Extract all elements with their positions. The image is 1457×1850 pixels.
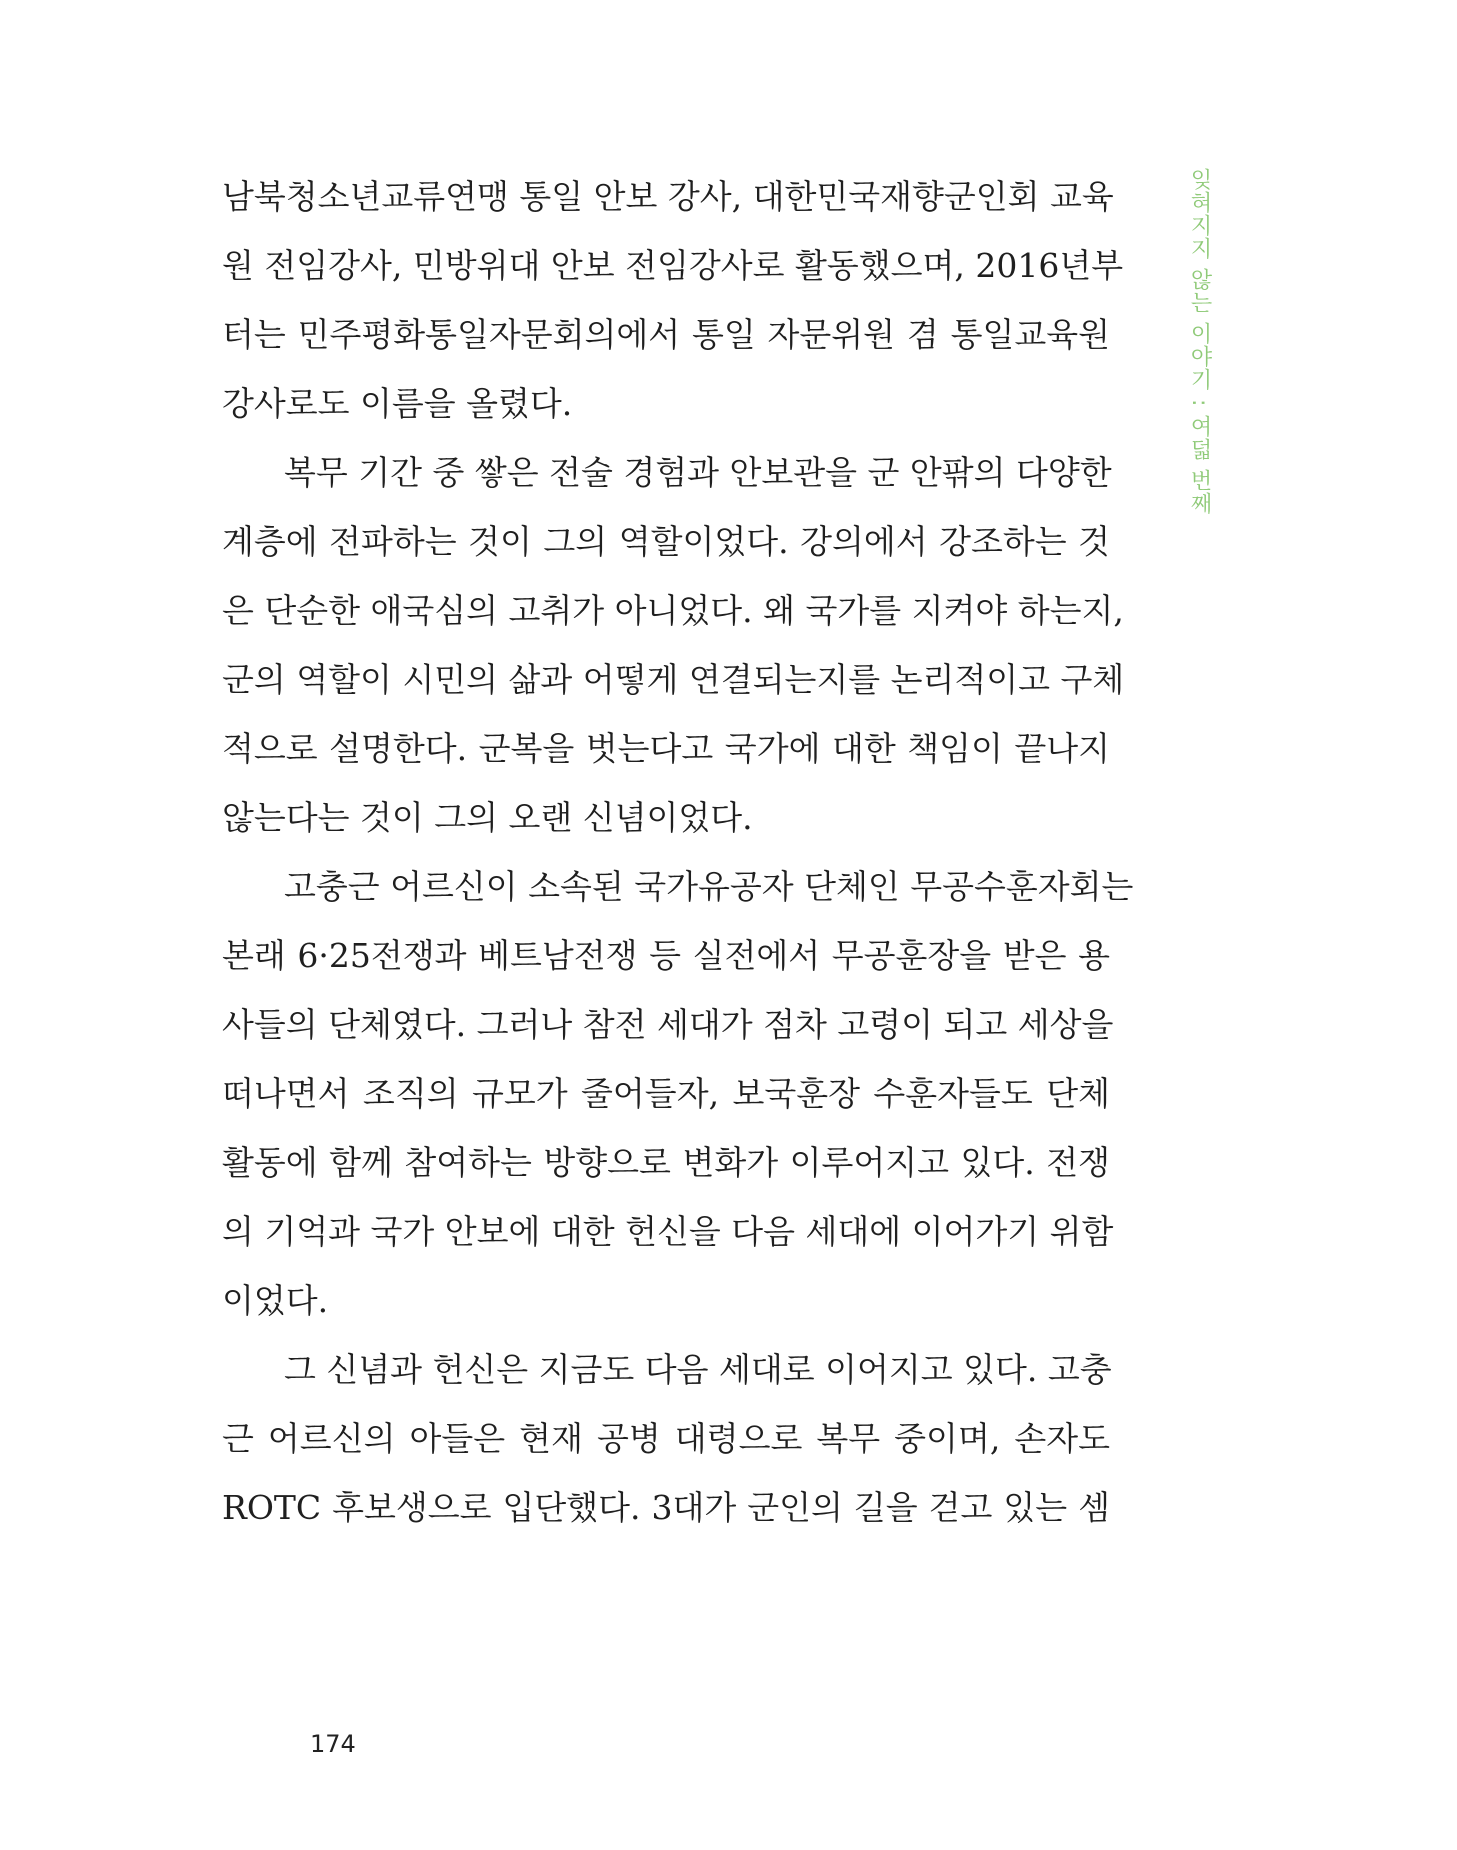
text-line: 복무 기간 중 쌓은 전술 경험과 안보관을 군 안팎의 다양한: [284, 453, 1112, 492]
text-line: 남북청소년교류연맹 통일 안보 강사, 대한민국재향군인회 교육: [222, 177, 1114, 216]
text-line: 떠나면서 조직의 규모가 줄어들자, 보국훈장 수훈자들도 단체: [222, 1074, 1110, 1113]
text-line: 본래 6·25전쟁과 베트남전쟁 등 실전에서 무공훈장을 받은 용: [222, 936, 1110, 975]
text-line: 계층에 전파하는 것이 그의 역할이었다. 강의에서 강조하는 것: [222, 522, 1110, 561]
text-line: 사들의 단체였다. 그러나 참전 세대가 점차 고령이 되고 세상을: [222, 1005, 1114, 1044]
paragraph-4: [222, 1335, 1110, 1542]
text-line: 적으로 설명한다. 군복을 벗는다고 국가에 대한 책임이 끝나지: [222, 729, 1110, 768]
page-number: 174: [310, 1730, 356, 1758]
text-line: 이었다.: [222, 1281, 329, 1320]
text-line: 활동에 함께 참여하는 방향으로 변화가 이루어지고 있다. 전쟁: [222, 1143, 1110, 1182]
text-line: 의 기억과 국가 안보에 대한 헌신을 다음 세대에 이어가기 위함: [222, 1212, 1114, 1251]
text-line: 고충근 어르신이 소속된 국가유공자 단체인 무공수훈자회는: [284, 867, 1134, 906]
text-line: 은 단순한 애국심의 고취가 아니었다. 왜 국가를 지켜야 하는지,: [222, 591, 1124, 630]
paragraph-1: [222, 162, 1124, 438]
text-line: 근 어르신의 아들은 현재 공병 대령으로 복무 중이며, 손자도: [222, 1419, 1110, 1458]
running-header: 잊혀지지 않는 이야기 : 여덟 번째: [1187, 168, 1212, 516]
paragraph-2: [222, 438, 1125, 852]
paragraph-3: [222, 852, 1134, 1335]
text-line: 강사로도 이름을 올렸다.: [222, 384, 573, 423]
text-line: 군의 역할이 시민의 삶과 어떻게 연결되는지를 논리적이고 구체: [222, 660, 1125, 699]
text-line: 그 신념과 헌신은 지금도 다음 세대로 이어지고 있다. 고충: [284, 1350, 1112, 1389]
text-line: 원 전임강사, 민방위대 안보 전임강사로 활동했으며, 2016년부: [222, 246, 1124, 285]
text-line: 터는 민주평화통일자문회의에서 통일 자문위원 겸 통일교육원: [222, 315, 1110, 354]
text-line: 않는다는 것이 그의 오랜 신념이었다.: [222, 798, 753, 837]
text-line: ROTC 후보생으로 입단했다. 3대가 군인의 길을 걷고 있는 셈: [222, 1488, 1110, 1527]
body-text: [222, 162, 1134, 1542]
